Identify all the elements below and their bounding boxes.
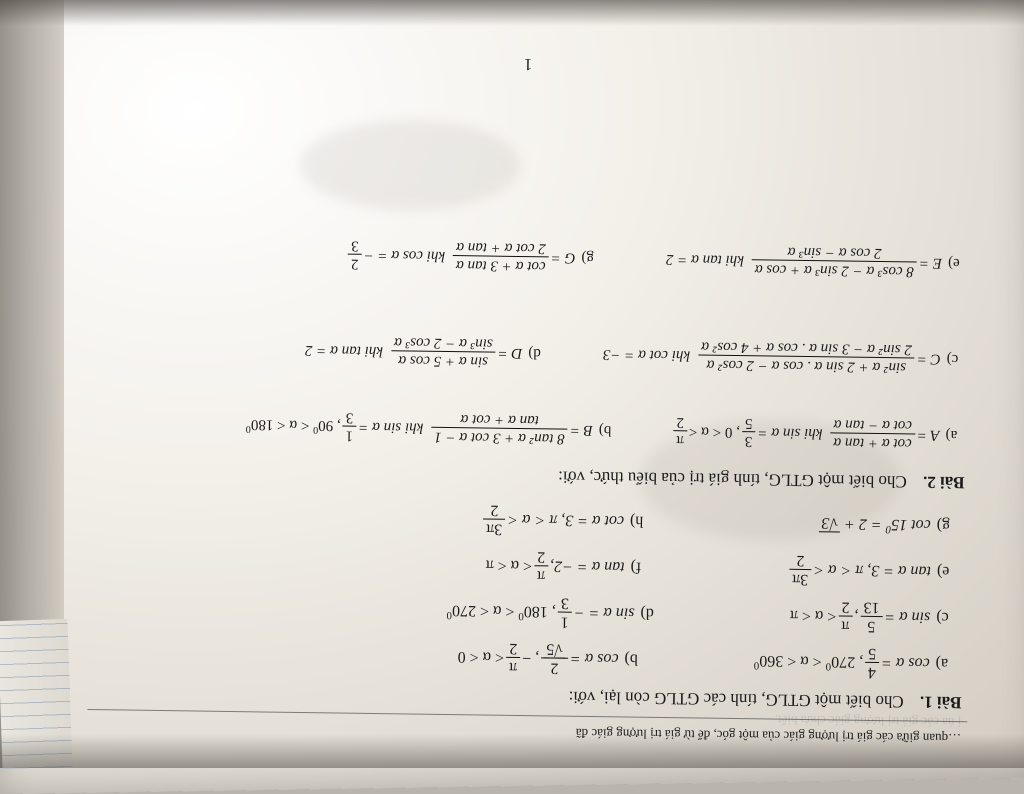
ex1-item-a: a) cos α = 4 5 , $270^0 < \alpha < 360^0$ <box>754 642 949 682</box>
exercise-1-title: Bài 1. <box>920 693 962 713</box>
ex2-item-a-numerator: cot α + tan α <box>830 433 915 452</box>
ex2-item-d-cond: khi tan α = 2 <box>305 341 383 359</box>
ex1-item-h: h) cot α = 3, π < α < 3π 2 <box>481 500 644 540</box>
ex2-item-b-numerator: 8 tan² α + 3 cot α − 1 <box>431 427 568 447</box>
ex2-item-c-numerator: sin² α + 2 sin α . cos α − 2 cos² α <box>698 355 915 376</box>
ex1-item-f-label: f) <box>630 558 641 576</box>
ex1-item-f: f) tan α = −2, π 2 < α < π <box>485 546 641 585</box>
ex2-row-ab <box>220 407 958 452</box>
ex2-item-e-cond: khi tan α = 2 <box>666 250 744 268</box>
ex2-item-b-label: b) <box>599 421 612 438</box>
exercise-1-heading <box>568 687 961 712</box>
ex2-item-g-numerator: cot α + 3 tan α <box>453 255 549 274</box>
ex2-item-a-name: A = <box>917 426 940 443</box>
ex1-row-ab <box>431 637 948 682</box>
ex1-row-ef <box>459 546 949 590</box>
ex1-item-e: e) tan α = 3, π < α < 3π 2 <box>787 550 950 590</box>
ex2-item-c-denominator: 2 sin² α − 3 sin α . cos α + 4 cos² α <box>698 337 915 357</box>
ex1-item-d: d) sin α = − 1 3 , $180^0 < \alpha < 270^0$ <box>446 592 654 632</box>
ex2-item-d-denominator: sin³ α − 2 cos³ α <box>391 333 496 352</box>
ex1-item-b: b) cos α = 2 √5 , − π 2 < α < 0 <box>457 638 638 678</box>
ex1-item-c-label: c) <box>936 608 949 626</box>
ex1-row-gh <box>455 500 950 544</box>
ex1-item-b-label: b) <box>624 650 638 668</box>
ex1-item-g: g) $\cot 15^0 = 2 + √3$ <box>819 513 950 535</box>
header-note-line1: …quan giữa các giá trị lượng giác của một góc, để từ giá trị lượng giác đã <box>576 725 961 746</box>
ex2-item-g-name: G = <box>551 248 576 265</box>
ex2-item-e <box>666 241 960 280</box>
document-body <box>55 12 985 749</box>
ex1-item-c: c) sin α = 5 13 , π 2 < α < π <box>790 596 949 636</box>
ex2-item-c-name: C = <box>917 350 941 367</box>
ex2-item-g-label: g) <box>581 249 594 266</box>
ex1-item-a-label: a) <box>936 654 949 672</box>
ex2-row-eg <box>320 236 960 280</box>
page-number: 1 <box>524 54 533 74</box>
ex2-item-d <box>305 332 541 370</box>
ex2-item-d-name: D = <box>497 344 522 361</box>
ex2-item-c-cond: khi cot α = −3 <box>603 345 691 363</box>
ex2-row-cd <box>279 332 959 377</box>
ex1-item-g-label: g) <box>937 516 951 534</box>
ex1-item-h-label: h) <box>630 512 644 530</box>
ex2-item-b-denominator: tan α + cot α <box>431 410 568 429</box>
ex2-item-a-label: a) <box>946 426 958 443</box>
ex2-item-a-denominator: cot α − tan α <box>830 415 915 433</box>
ex2-item-c-label: c) <box>947 350 959 367</box>
ex2-item-e-numerator: 8 cos³ α − 2 sin³ α + cos α <box>752 259 917 279</box>
ex2-item-e-label: e) <box>948 254 960 271</box>
ex2-item-a: a) A = cot α + tan α cot α − tan α khi sin α = 3 5 , 0 < α < π 2 <box>671 413 957 452</box>
exercise-1-prompt: Cho biết một GTLG, tính các GTLG còn lại, với: <box>568 688 903 712</box>
ex1-item-d-label: d) <box>640 604 654 622</box>
ex2-item-e-denominator: 2 cos α − sin³ α <box>752 242 917 262</box>
ex2-item-c <box>603 336 959 376</box>
ex2-item-b-name: B = <box>570 421 593 438</box>
ex2-item-b: b) B = 8 tan² α + 3 cot α − 1 tan α + cot α khi sin α = 1 3 , $90^0 < \alpha < 180^0$ <box>246 407 612 447</box>
ex1-item-e-label: e) <box>937 562 950 580</box>
exercise-2-prompt: Cho biết một GTLG, tính giá trị của biểu thức, với: <box>558 468 907 492</box>
ex2-item-g: g) G = cot α + 3 tan α 2 cot α + tan α khi cos α = − 2 3 <box>346 237 594 276</box>
ex2-item-d-label: d) <box>528 344 541 361</box>
exercise-2-title: Bài 2. <box>923 473 965 493</box>
ex2-item-g-denominator: 2 cot α + tan α <box>453 238 549 257</box>
ex2-item-e-name: E = <box>919 254 942 271</box>
exercise-2-heading <box>558 467 965 493</box>
header-note-line2: ị ủa các giá trị lượng giác chưa biết. <box>775 712 962 731</box>
ex2-item-d-numerator: sin α + 5 cos α <box>391 350 496 369</box>
ex1-row-cd <box>420 591 949 636</box>
